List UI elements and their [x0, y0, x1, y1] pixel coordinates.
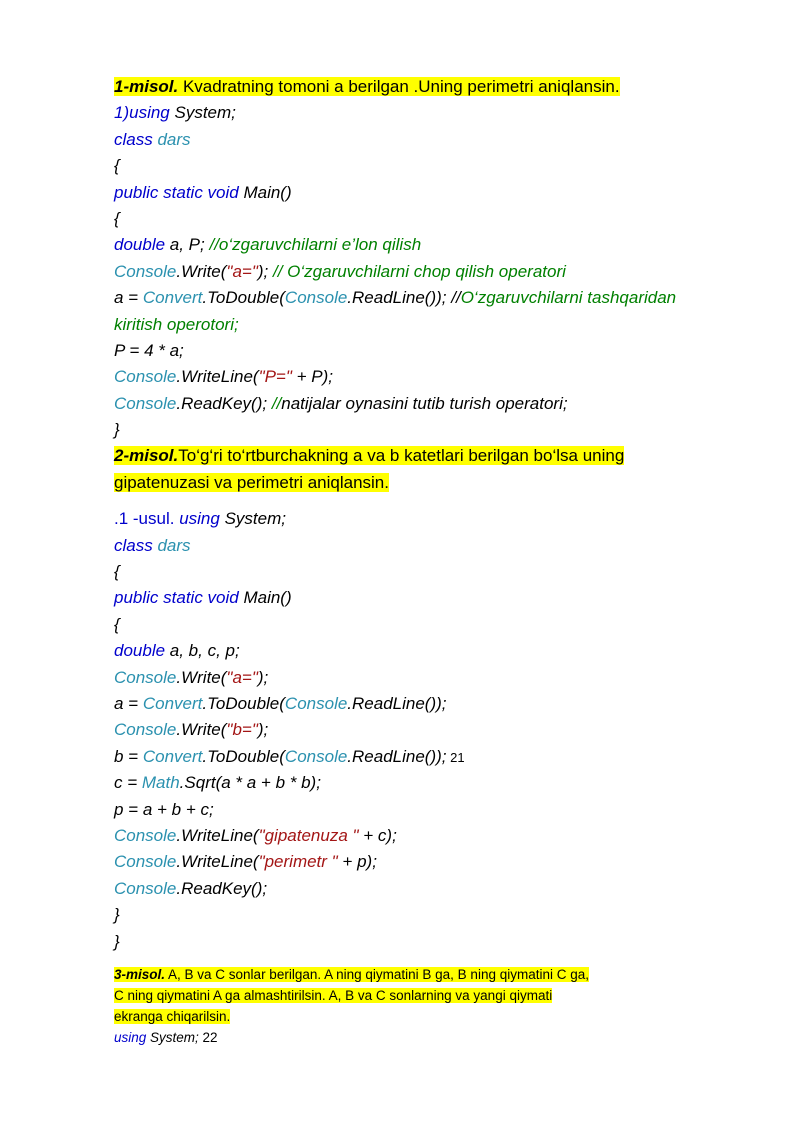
code-text: .Sqrt(a * a + b * b);: [179, 773, 321, 793]
code-text: + p);: [337, 852, 377, 872]
method-label: .1 -usul.: [114, 509, 180, 529]
example-3-statement-cont: C ning qiymatini A ga almashtirilsin. A, B va C sonlarning va yangi qiymati: [114, 987, 553, 1003]
convert-class: Convert: [142, 288, 203, 308]
code-line: [114, 902, 714, 928]
example-2-title-line2: [114, 470, 714, 496]
console-class: Console: [114, 720, 177, 740]
console-class: Console: [114, 878, 177, 898]
string-literal: "P=": [258, 367, 292, 387]
main-method: Main(): [238, 588, 292, 608]
code-line: [114, 770, 714, 796]
code-text: System;: [146, 1029, 199, 1045]
console-class: Console: [114, 393, 177, 413]
open-brace: {: [114, 614, 120, 634]
code-text: + P);: [291, 367, 334, 387]
page-number: 21: [446, 749, 465, 765]
using-keyword: 1)using: [114, 103, 170, 123]
comment-slashes: //: [271, 393, 282, 413]
code-text: .WriteLine(: [176, 852, 259, 872]
code-text: System;: [169, 103, 236, 123]
close-brace: }: [114, 905, 120, 925]
code-text: .ReadKey();: [176, 393, 272, 413]
code-line: [114, 876, 714, 902]
close-brace: }: [114, 931, 120, 951]
console-class: Console: [284, 746, 348, 766]
code-comment: //o‘zgaruvchilarni e’lon qilish: [209, 235, 422, 255]
close-brace: }: [114, 420, 120, 440]
code-text: + c);: [358, 825, 397, 845]
code-line: [114, 585, 714, 611]
code-text: );: [257, 261, 273, 281]
code-text: System;: [219, 509, 286, 529]
code-line: [114, 391, 714, 417]
string-literal: "a=": [226, 261, 258, 281]
code-text: .ReadLine());: [347, 746, 447, 766]
example-1-label: 1-misol.: [114, 77, 179, 96]
example-2-statement-cont: gipatenuzasi va perimetri aniqlansin.: [114, 472, 389, 492]
code-text: .WriteLine(: [176, 825, 259, 845]
main-method: Main(): [238, 182, 292, 202]
console-class: Console: [284, 288, 348, 308]
code-line: [114, 259, 714, 285]
example-2-statement: To‘g‘ri to‘rtburchakning a va b katetlari berilgan bo‘lsa uning: [178, 446, 625, 466]
document-content: [114, 74, 714, 1048]
console-class: Console: [114, 367, 177, 387]
code-comment: O‘zgaruvchilarni tashqaridan: [460, 288, 677, 308]
code-text: );: [257, 667, 269, 687]
code-line: [114, 285, 714, 311]
code-line: [114, 559, 714, 585]
example-1-statement: Kvadratning tomoni a berilgan .Uning perimetri aniqlansin.: [178, 77, 620, 96]
code-text: a, P;: [165, 235, 210, 255]
code-text: .Write(: [176, 261, 227, 281]
code-text: a =: [114, 693, 143, 713]
code-text: .WriteLine(: [176, 367, 259, 387]
code-line: [114, 744, 714, 770]
using-keyword: using: [114, 1029, 147, 1045]
example-3-title-line3: [114, 1006, 714, 1027]
code-line: [114, 1027, 714, 1048]
code-line: [114, 364, 714, 390]
code-text: p = a + b + c;: [114, 799, 214, 819]
code-line: [114, 180, 714, 206]
code-text: P = 4 * a;: [114, 340, 184, 360]
code-line: [114, 127, 714, 153]
string-literal: "perimetr ": [258, 852, 338, 872]
example-3-title-line2: [114, 985, 714, 1006]
class-name: dars: [152, 535, 191, 555]
code-text: .ToDouble(: [202, 693, 285, 713]
code-text: a, b, c, p;: [165, 641, 240, 661]
code-line: [114, 929, 714, 955]
class-keyword: class: [114, 535, 153, 555]
console-class: Console: [114, 667, 177, 687]
code-text: .ToDouble(: [202, 288, 285, 308]
string-literal: "gipatenuza ": [258, 825, 359, 845]
code-text: .ReadKey();: [176, 878, 268, 898]
code-text: );: [257, 720, 269, 740]
code-line: [114, 232, 714, 258]
code-line: [114, 612, 714, 638]
string-literal: "a=": [226, 667, 258, 687]
code-line: [114, 533, 714, 559]
code-line: [114, 506, 714, 532]
console-class: Console: [284, 693, 348, 713]
code-line: [114, 717, 714, 743]
code-line: [114, 823, 714, 849]
open-brace: {: [114, 208, 120, 228]
example-3-label: 3-misol.: [114, 966, 166, 982]
example-1-title: [114, 74, 714, 100]
console-class: Console: [114, 825, 177, 845]
code-text: .Write(: [176, 720, 227, 740]
code-comment: natijalar oynasini tutib turish operatori;: [281, 393, 568, 413]
comment-slashes: //: [451, 288, 461, 308]
code-text: .ReadLine());: [347, 693, 447, 713]
code-line: [114, 665, 714, 691]
type-keyword: double: [114, 235, 166, 255]
code-text: c =: [114, 773, 142, 793]
class-name: dars: [152, 129, 191, 149]
code-text: b =: [114, 746, 143, 766]
example-3-title: [114, 964, 714, 985]
code-line: [114, 206, 714, 232]
example-3-statement: A, B va C sonlar berilgan. A ning qiymatini B ga, B ning qiymatini C ga,: [165, 966, 589, 982]
code-line: [114, 417, 714, 443]
modifiers-keyword: public static void: [114, 588, 239, 608]
class-keyword: class: [114, 129, 153, 149]
open-brace: {: [114, 562, 120, 582]
string-literal: "b=": [226, 720, 258, 740]
code-line: [114, 312, 714, 338]
code-line: [114, 100, 714, 126]
code-line: [114, 638, 714, 664]
console-class: Console: [114, 261, 177, 281]
example-3-statement-cont: ekranga chiqarilsin.: [114, 1008, 231, 1024]
modifiers-keyword: public static void: [114, 182, 239, 202]
convert-class: Convert: [142, 693, 203, 713]
code-line: [114, 153, 714, 179]
code-text: .ReadLine());: [347, 288, 452, 308]
using-keyword: using: [179, 509, 220, 529]
code-line: [114, 691, 714, 717]
code-comment: // O‘zgaruvchilarni chop qilish operatori: [272, 261, 566, 281]
console-class: Console: [114, 852, 177, 872]
example-2-title: [114, 443, 714, 469]
type-keyword: double: [114, 641, 166, 661]
code-line: [114, 338, 714, 364]
convert-class: Convert: [142, 746, 203, 766]
math-class: Math: [141, 773, 180, 793]
code-text: .ToDouble(: [202, 746, 285, 766]
example-2-label: 2-misol.: [114, 446, 179, 466]
code-text: .Write(: [176, 667, 227, 687]
code-comment: kiritish operotori;: [114, 314, 239, 334]
page-number: 22: [198, 1029, 218, 1045]
open-brace: {: [114, 156, 120, 176]
code-line: [114, 797, 714, 823]
code-text: a =: [114, 288, 143, 308]
code-line: [114, 849, 714, 875]
